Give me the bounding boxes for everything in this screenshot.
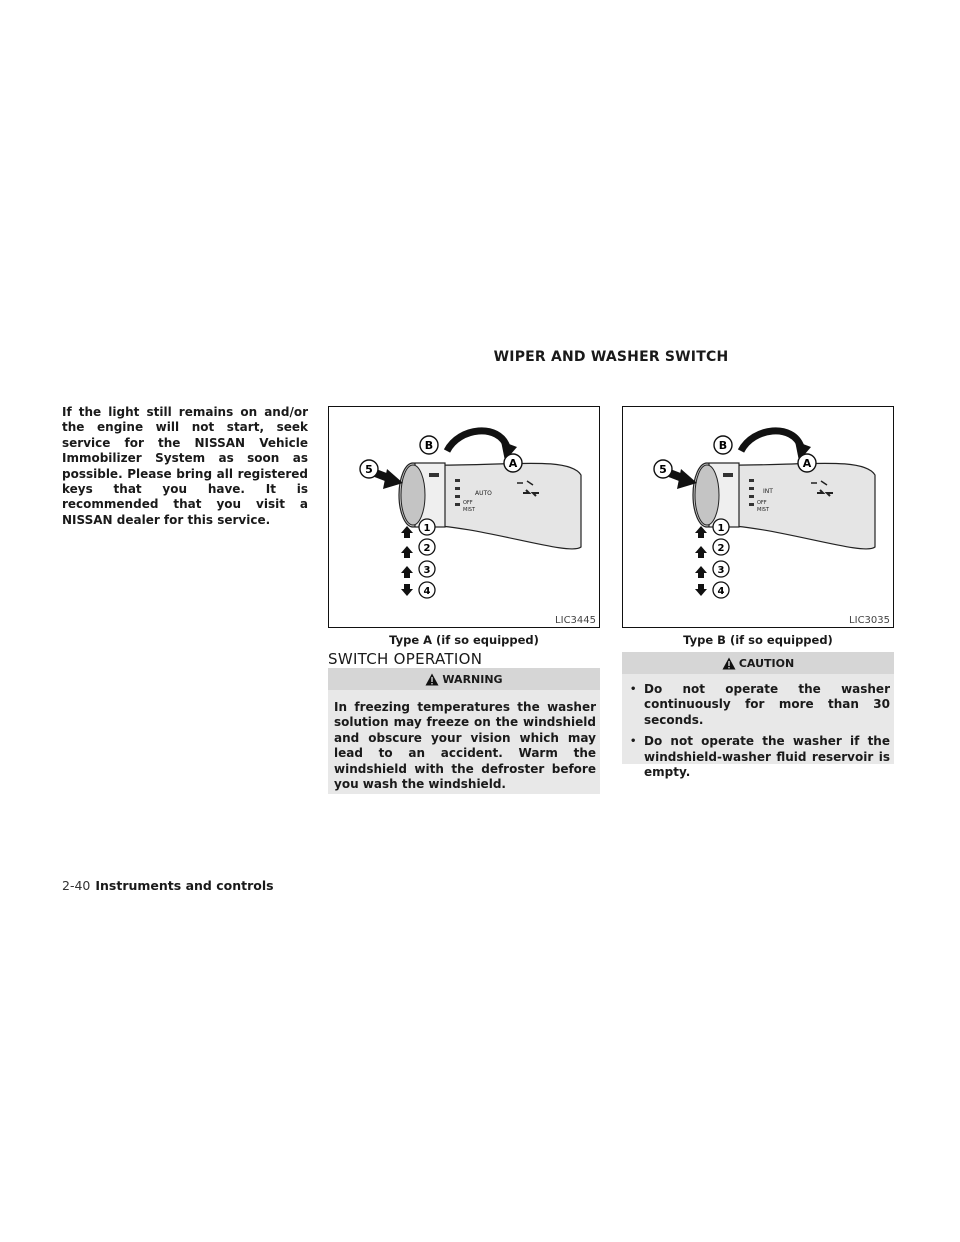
switch-label-off: OFF [757,500,767,506]
caution-header [622,652,894,674]
position-4 [695,582,729,598]
svg-text:A: A [802,457,812,470]
switch-label-mist: MIST [757,507,770,513]
svg-text:A: A [508,457,518,470]
svg-text:3: 3 [717,565,725,576]
svg-text:3: 3 [423,565,431,576]
position-3 [401,561,435,578]
warning-header [328,668,600,690]
section-title: WIPER AND WASHER SWITCH [493,349,729,365]
caution-item: • Do not operate the washer if the windshield-washer fluid reservoir is empty. [630,734,890,780]
svg-text:1: 1 [423,523,431,534]
warning-title: WARNING [442,672,503,686]
footer-section-title: Instruments and controls [95,878,274,893]
figure-caption-a: Type A (if so equipped) [389,633,539,647]
callout-a [798,454,816,472]
position-2 [695,539,729,558]
warning-triangle-icon [425,673,439,686]
svg-text:2: 2 [717,543,725,554]
position-2 [401,539,435,558]
switch-label-int: INT [763,488,773,495]
callout-b [714,436,732,454]
caution-title: CAUTION [738,656,795,670]
page-footer [62,878,274,893]
svg-text:5: 5 [659,463,667,476]
figure-type-b [622,406,894,628]
callout-5 [360,460,378,478]
warning-box [328,668,600,794]
page-number: 2-40 [62,878,91,893]
figure-code-a: LIC3445 [555,615,596,626]
callout-a [504,454,522,472]
figure-caption-b: Type B (if so equipped) [683,633,833,647]
position-3 [695,561,729,578]
switch-label-auto: AUTO [475,490,492,497]
svg-text:4: 4 [423,586,431,597]
callout-b [420,436,438,454]
switch-label-mist: MIST [463,507,476,513]
figure-code-b: LIC3035 [849,615,890,626]
svg-text:2: 2 [423,543,431,554]
warning-text: In freezing temperatures the washer solution may freeze on the windshield and obscure your vision which may lead to an accident. Warm the windshield with the defroster before you wash the windshield. [334,700,596,792]
switch-operation-heading: SWITCH OPERATION [328,650,483,668]
immobilizer-paragraph: If the light still remains on and/or the engine will not start, seek service for the NISSAN Vehicle Immobilizer System as soon as possible. Please bring all registered keys that you have. It is recommended that you visit a NISSAN dealer for this service. [62,405,308,527]
svg-text:B: B [718,439,728,452]
svg-text:1: 1 [717,523,725,534]
caution-item: • Do not operate the washer continuously for more than 30 seconds. [630,682,890,728]
callout-5 [654,460,672,478]
svg-text:5: 5 [365,463,373,476]
position-4 [401,582,435,598]
wiper-switch-diagram-b [623,407,893,627]
caution-list [622,674,894,780]
svg-text:4: 4 [717,586,725,597]
figure-type-a [328,406,600,628]
switch-label-off: OFF [463,500,473,506]
wiper-switch-diagram-a [329,407,599,627]
caution-box [622,652,894,780]
warning-triangle-icon [722,657,736,670]
svg-text:B: B [424,439,434,452]
